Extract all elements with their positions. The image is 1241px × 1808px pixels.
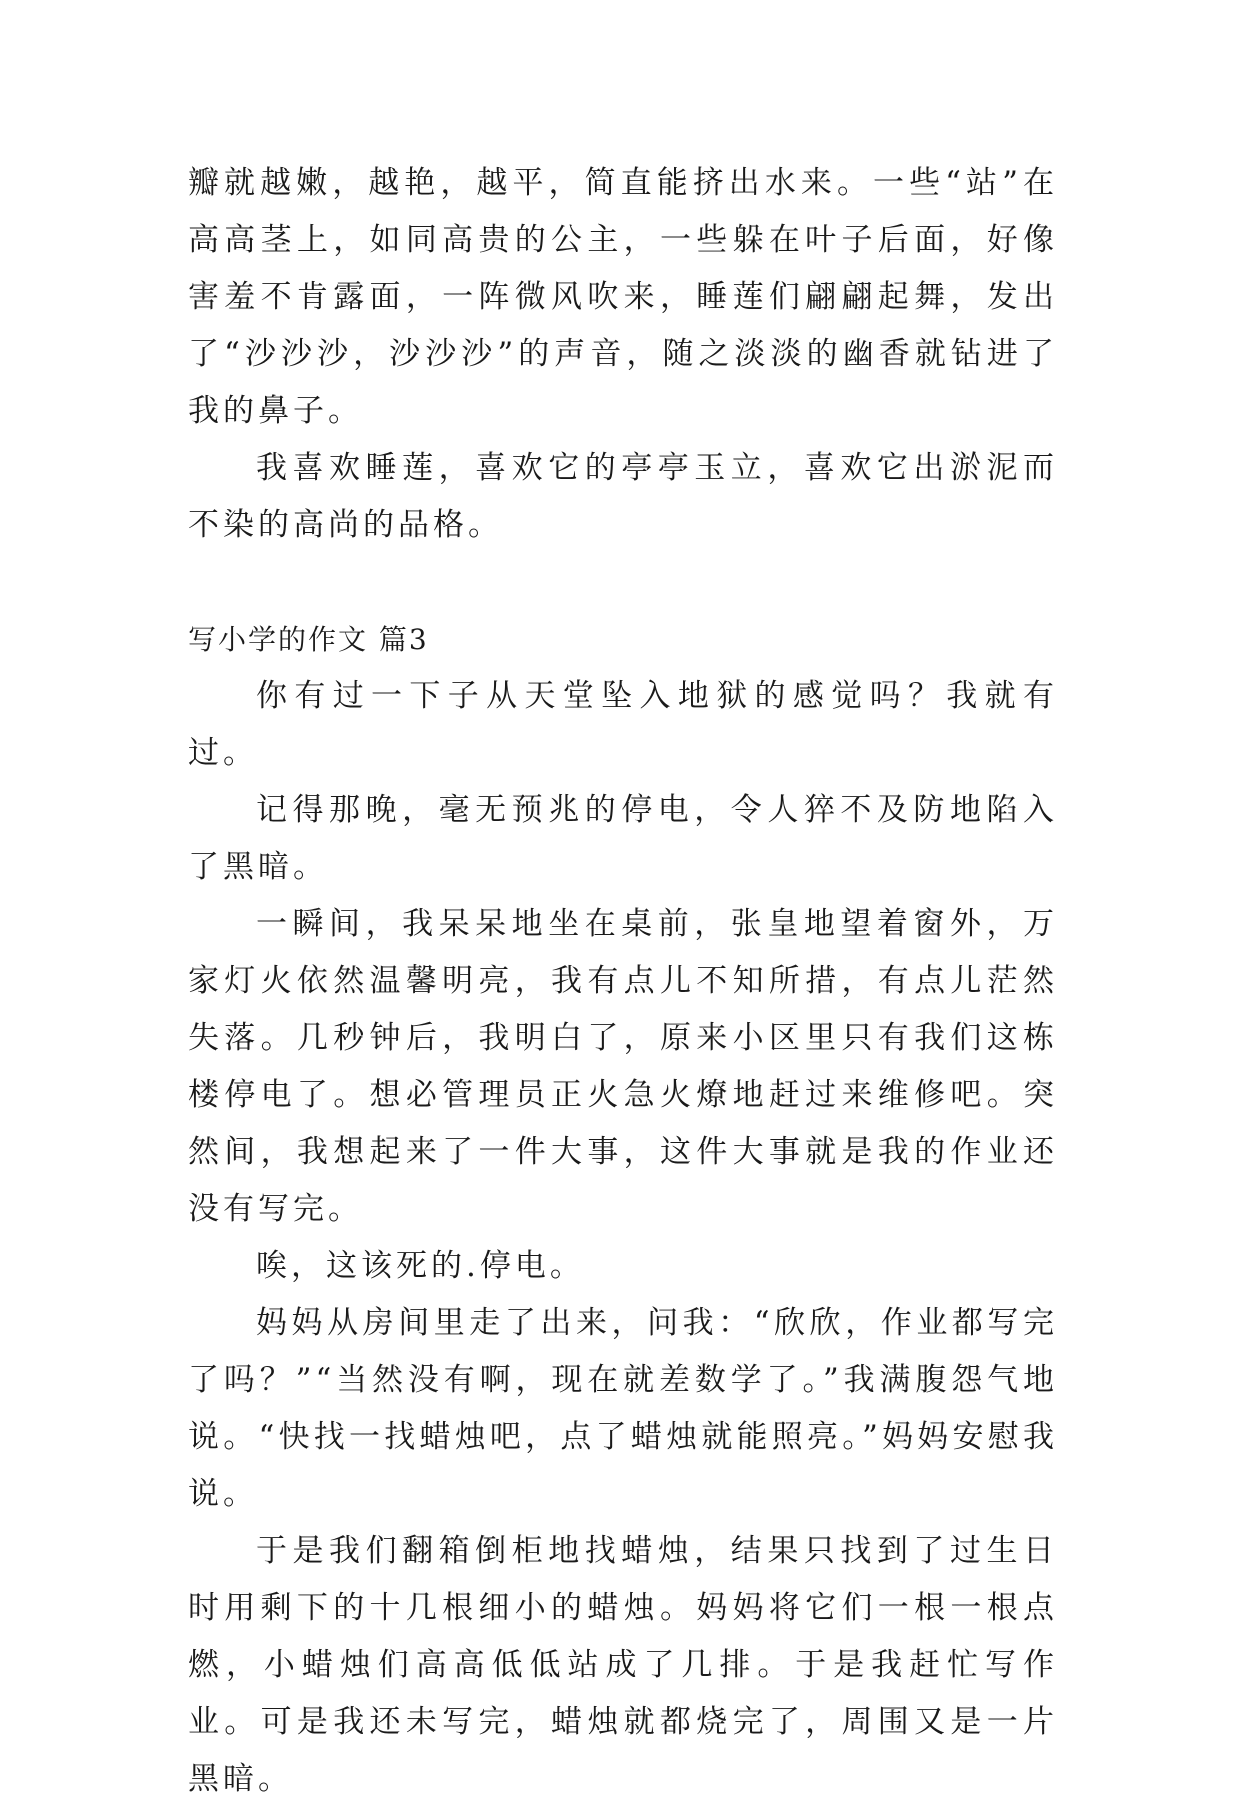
- paragraph: 唉，这该死的.停电。: [256, 1248, 585, 1284]
- paragraph: 于是我们翻箱倒柜地找蜡烛，结果只找到了过生日时用剩下的十几根细小的蜡烛。妈妈将它们一根一根点燃，小蜡烛们高高低低站成了几排。于是我赶忙写作业。可是我还未写完，蜡烛就都烧完了，周围又是一片黑暗。: [188, 1533, 1058, 1797]
- paragraph-continuation: 瓣就越嫩，越艳，越平，简直能挤出水来。一些“站”在高高茎上，如同高贵的公主，一些躲在叶子后面，好像害羞不肯露面，一阵微风吹来，睡莲们翩翩起舞，发出了“沙沙沙，沙沙沙”的声音，随之淡淡的幽香就钻进了我的鼻子。: [188, 165, 1058, 429]
- paragraph: 我喜欢睡莲，喜欢它的亭亭玉立，喜欢它出淤泥而不染的高尚的品格。: [188, 450, 1058, 543]
- document-body: [188, 155, 1058, 1808]
- paragraph: 你有过一下子从天堂坠入地狱的感觉吗？我就有过。: [188, 678, 1058, 771]
- paragraph: 妈妈从房间里走了出来，问我：“欣欣，作业都写完了吗？”“当然没有啊，现在就差数学了。”我满腹怨气地说。“快找一找蜡烛吧，点了蜡烛就能照亮。”妈妈安慰我说。: [188, 1305, 1058, 1512]
- section-heading: 写小学的作文 篇3: [188, 623, 429, 656]
- paragraph: 一瞬间，我呆呆地坐在桌前，张皇地望着窗外，万家灯火依然温馨明亮，我有点儿不知所措，有点儿茫然失落。几秒钟后，我明白了，原来小区里只有我们这栋楼停电了。想必管理员正火急火燎地赶过来维修吧。突然间，我想起来了一件大事，这件大事就是我的作业还没有写完。: [188, 906, 1058, 1227]
- paragraph: 记得那晚，毫无预兆的停电，令人猝不及防地陷入了黑暗。: [188, 792, 1058, 885]
